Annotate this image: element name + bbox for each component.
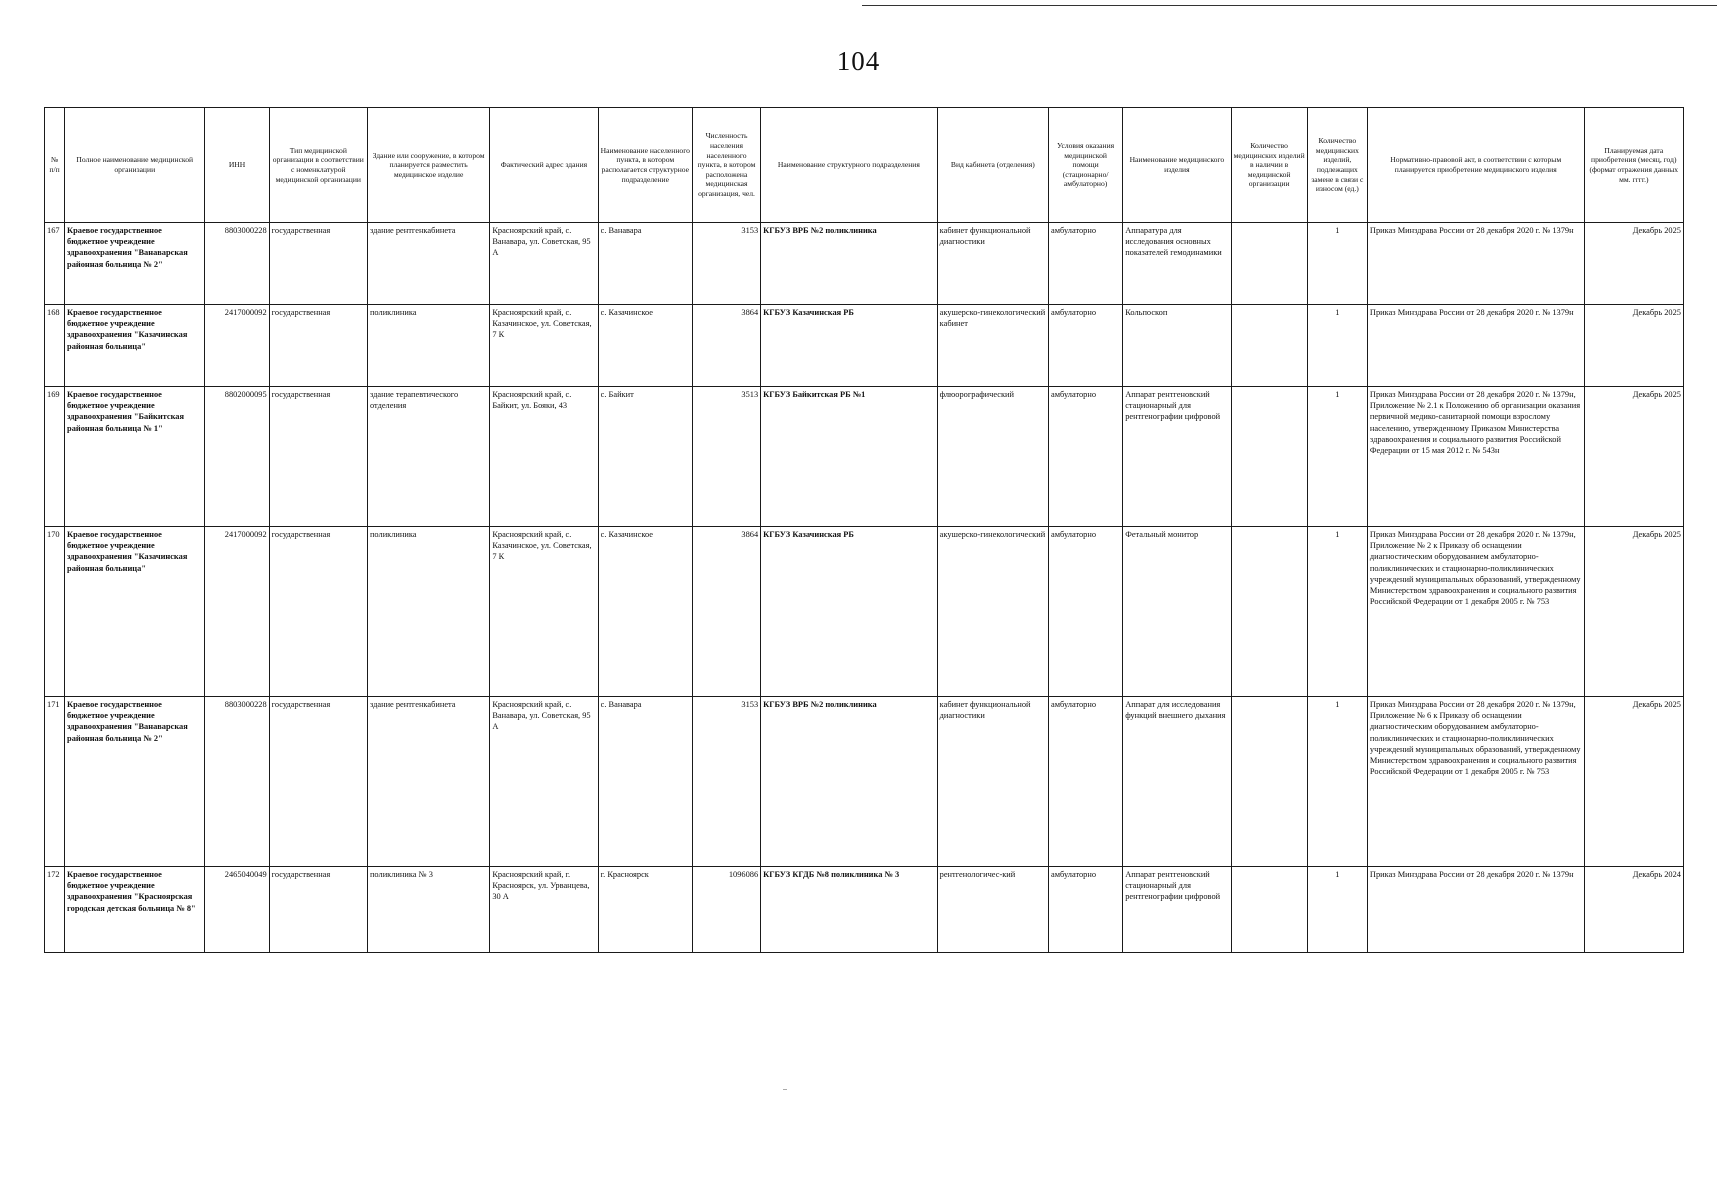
cell-population: 3864 <box>692 305 760 387</box>
cell-no: 169 <box>45 387 65 527</box>
cell-inn: 8802000095 <box>205 387 269 527</box>
cell-cabinet: флюорографический <box>937 387 1048 527</box>
cell-unit: КГБУЗ Байкитская РБ №1 <box>761 387 938 527</box>
cell-no: 167 <box>45 223 65 305</box>
cell-available <box>1231 223 1307 305</box>
cell-date: Декабрь 2025 <box>1584 527 1683 697</box>
table-row <box>45 387 1684 527</box>
cell-building: здание рентгенкабинета <box>367 223 489 305</box>
cell-type: государственная <box>269 527 367 697</box>
header-cabinet: Вид кабинета (отделения) <box>937 108 1048 223</box>
cell-type: государственная <box>269 387 367 527</box>
cell-available <box>1231 867 1307 953</box>
cell-address: Красноярский край, с. Ванавара, ул. Советская, 95 А <box>490 697 598 867</box>
cell-inn: 2465040049 <box>205 867 269 953</box>
cell-act: Приказ Минздрава России от 28 декабря 2020 г. № 1379н <box>1367 223 1584 305</box>
header-act: Нормативно-правовой акт, в соответствии с которым планируется приобретение медицинского изделия <box>1367 108 1584 223</box>
cell-conditions: амбулаторно <box>1048 867 1122 953</box>
cell-date: Декабрь 2025 <box>1584 697 1683 867</box>
header-settlement: Наименование населенного пункта, в котором располагается структурное подразделение <box>598 108 692 223</box>
header-inn: ИНН <box>205 108 269 223</box>
cell-org: Краевое государственное бюджетное учреждение здравоохранения "Красноярская городская детская больница № 8" <box>65 867 205 953</box>
equipment-table <box>44 107 1684 953</box>
cell-replace: 1 <box>1307 305 1367 387</box>
table-row <box>45 305 1684 387</box>
cell-type: государственная <box>269 867 367 953</box>
cell-population: 3153 <box>692 223 760 305</box>
cell-conditions: амбулаторно <box>1048 223 1122 305</box>
cell-available <box>1231 305 1307 387</box>
cell-type: государственная <box>269 697 367 867</box>
cell-available <box>1231 387 1307 527</box>
cell-address: Красноярский край, с. Ванавара, ул. Советская, 95 А <box>490 223 598 305</box>
cell-settlement: с. Казачинское <box>598 527 692 697</box>
cell-population: 1096086 <box>692 867 760 953</box>
cell-inn: 2417000092 <box>205 527 269 697</box>
cell-no: 170 <box>45 527 65 697</box>
cell-replace: 1 <box>1307 387 1367 527</box>
header-available: Количество медицинских изделий в наличии в медицинской организации <box>1231 108 1307 223</box>
header-device: Наименование медицинского изделия <box>1123 108 1231 223</box>
cell-date: Декабрь 2025 <box>1584 387 1683 527</box>
cell-building: здание терапевтического отделения <box>367 387 489 527</box>
cell-act: Приказ Минздрава России от 28 декабря 2020 г. № 1379н <box>1367 305 1584 387</box>
cell-no: 168 <box>45 305 65 387</box>
table-row <box>45 527 1684 697</box>
cell-conditions: амбулаторно <box>1048 527 1122 697</box>
header-unit: Наименование структурного подразделения <box>761 108 938 223</box>
cell-cabinet: акушерско-гинекологический <box>937 527 1048 697</box>
header-address: Фактический адрес здания <box>490 108 598 223</box>
cell-cabinet: кабинет функциональной диагностики <box>937 697 1048 867</box>
cell-cabinet: акушерско-гинекологический кабинет <box>937 305 1048 387</box>
cell-date: Декабрь 2025 <box>1584 223 1683 305</box>
cell-act: Приказ Минздрава России от 28 декабря 2020 г. № 1379н, Приложение № 2.1 к Положению об организации оказания первичной медико-санитарной помощи взрослому населению, утвержденному Приказом Министерства здравоохранения и социального развития Российской Федерации от 15 мая 2012 г. № 543н <box>1367 387 1584 527</box>
cell-address: Красноярский край, г. Красноярск, ул. Урванцева, 30 А <box>490 867 598 953</box>
cell-inn: 8803000228 <box>205 223 269 305</box>
cell-org: Краевое государственное бюджетное учреждение здравоохранения "Казачинская районная больница" <box>65 527 205 697</box>
cell-type: государственная <box>269 305 367 387</box>
cell-device: Аппарат для исследования функций внешнего дыхания <box>1123 697 1231 867</box>
cell-conditions: амбулаторно <box>1048 387 1122 527</box>
cell-act: Приказ Минздрава России от 28 декабря 2020 г. № 1379н <box>1367 867 1584 953</box>
cell-unit: КГБУЗ Казачинская РБ <box>761 305 938 387</box>
header-org-name: Полное наименование медицинской организации <box>65 108 205 223</box>
cell-org: Краевое государственное бюджетное учреждение здравоохранения "Казачинская районная больница" <box>65 305 205 387</box>
cell-act: Приказ Минздрава России от 28 декабря 2020 г. № 1379н, Приложение № 6 к Приказу об оснащении диагностическим оборудованием амбулаторно-поликлинических и стационарно-поликлинических учреждений муниципальных образований, утвержденному Министерством здравоохранения и социального развития Российской Федерации от 1 декабря 2005 г. № 753 <box>1367 697 1584 867</box>
cell-replace: 1 <box>1307 527 1367 697</box>
table-header-row <box>45 108 1684 223</box>
cell-org: Краевое государственное бюджетное учреждение здравоохранения "Ванаварская районная больница № 2" <box>65 697 205 867</box>
cell-available <box>1231 697 1307 867</box>
cell-unit: КГБУЗ КГДБ №8 поликлиника № 3 <box>761 867 938 953</box>
cell-unit: КГБУЗ ВРБ №2 поликлиника <box>761 223 938 305</box>
cell-cabinet: кабинет функциональной диагностики <box>937 223 1048 305</box>
cell-building: поликлиника № 3 <box>367 867 489 953</box>
cell-population: 3864 <box>692 527 760 697</box>
table-row <box>45 223 1684 305</box>
page-number: 104 <box>836 46 881 76</box>
cell-date: Декабрь 2024 <box>1584 867 1683 953</box>
cell-device: Кольпоскоп <box>1123 305 1231 387</box>
cell-type: государственная <box>269 223 367 305</box>
cell-population: 3153 <box>692 697 760 867</box>
cell-replace: 1 <box>1307 697 1367 867</box>
cell-replace: 1 <box>1307 223 1367 305</box>
cell-conditions: амбулаторно <box>1048 697 1122 867</box>
cell-building: поликлиника <box>367 305 489 387</box>
cell-cabinet: рентгенологичес-кий <box>937 867 1048 953</box>
cell-unit: КГБУЗ ВРБ №2 поликлиника <box>761 697 938 867</box>
cell-no: 172 <box>45 867 65 953</box>
cell-settlement: с. Ванавара <box>598 223 692 305</box>
cell-building: здание рентгенкабинета <box>367 697 489 867</box>
table-row <box>45 697 1684 867</box>
cell-settlement: с. Байкит <box>598 387 692 527</box>
cell-no: 171 <box>45 697 65 867</box>
cell-settlement: с. Казачинское <box>598 305 692 387</box>
cell-unit: КГБУЗ Казачинская РБ <box>761 527 938 697</box>
cell-address: Красноярский край, с. Казачинское, ул. Советская, 7 К <box>490 305 598 387</box>
header-replace: Количество медицинских изделий, подлежащих замене в связи с износом (ед.) <box>1307 108 1367 223</box>
header-date: Планируемая дата приобретения (месяц, год) (формат отражения данных мм. гггг.) <box>1584 108 1683 223</box>
header-no: № п/п <box>45 108 65 223</box>
cell-org: Краевое государственное бюджетное учреждение здравоохранения "Ванаварская районная больница № 2" <box>65 223 205 305</box>
header-building: Здание или сооружение, в котором планируется разместить медицинское изделие <box>367 108 489 223</box>
top-edge-rule <box>862 5 1717 6</box>
cell-device: Аппарат рентгеновский стационарный для рентгенографии цифровой <box>1123 867 1231 953</box>
cell-act: Приказ Минздрава России от 28 декабря 2020 г. № 1379н, Приложение № 2 к Приказу об оснащении диагностическим оборудованием амбулаторно-поликлинических и стационарно-поликлинических учреждений муниципальных образований, утвержденному Министерством здравоохранения и социального развития Российской Федерации от 1 декабря 2005 г. № 753 <box>1367 527 1584 697</box>
scan-speck <box>783 1089 787 1090</box>
cell-settlement: с. Ванавара <box>598 697 692 867</box>
table-row <box>45 867 1684 953</box>
cell-device: Фетальный монитор <box>1123 527 1231 697</box>
cell-org: Краевое государственное бюджетное учреждение здравоохранения "Байкитская районная больница № 1" <box>65 387 205 527</box>
cell-population: 3513 <box>692 387 760 527</box>
cell-inn: 8803000228 <box>205 697 269 867</box>
header-population: Численность населения населенного пункта, в котором расположена медицинская организация, чел. <box>692 108 760 223</box>
cell-available <box>1231 527 1307 697</box>
cell-settlement: г. Красноярск <box>598 867 692 953</box>
cell-address: Красноярский край, с. Байкит, ул. Бояки, 43 <box>490 387 598 527</box>
cell-device: Аппаратура для исследования основных показателей гемодинамики <box>1123 223 1231 305</box>
cell-date: Декабрь 2025 <box>1584 305 1683 387</box>
cell-inn: 2417000092 <box>205 305 269 387</box>
cell-building: поликлиника <box>367 527 489 697</box>
cell-address: Красноярский край, с. Казачинское, ул. Советская, 7 К <box>490 527 598 697</box>
cell-replace: 1 <box>1307 867 1367 953</box>
header-org-type: Тип медицинской организации в соответствии с номенклатурой медицинской организации <box>269 108 367 223</box>
cell-device: Аппарат рентгеновский стационарный для рентгенографии цифровой <box>1123 387 1231 527</box>
header-conditions: Условия оказания медицинской помощи (стационарно/ амбулаторно) <box>1048 108 1122 223</box>
cell-conditions: амбулаторно <box>1048 305 1122 387</box>
